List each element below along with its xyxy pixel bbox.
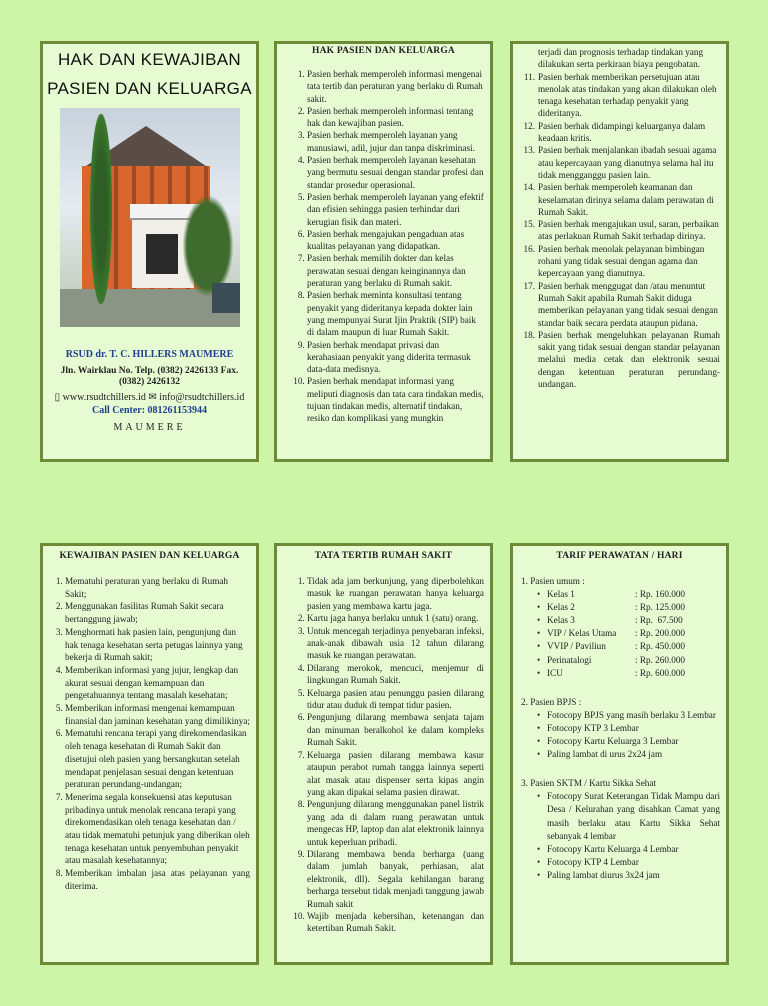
list-item: 11. Pasien berhak memberikan persetujuan atau menolak atas tindakan yang akan dilakukan oleh tenaga kesehatan terhadap penyakit yang dideritanya. bbox=[523, 71, 717, 119]
tarif-row: • Kelas 2 : Rp. 125.000 bbox=[537, 602, 686, 613]
list-item: 13. Pasien berhak menjalankan ibadah sesuai agama atau kepercayaan yang dianutnya selama hal itu tidak mengganggu pasien lain. bbox=[523, 145, 717, 180]
list-item: 16. Pasien berhak menolak pelayanan bimbingan rohani yang tidak sesuai dengan agama dan kepercayaan yang dianutnya. bbox=[523, 243, 705, 279]
list-item: 6. Mematuhi rencana terapi yang direkomendasikan oleh tenaga kesehatan di Rumah Sakit dan disetujui oleh pasien yang bersangkutan setelah mendapat penjelasan sesuai dengan ketentuan peraturan perundang-undangan; bbox=[65, 727, 250, 791]
tarif-row: • ICU : Rp. 600.000 bbox=[537, 667, 686, 678]
list-item: 4. Pasien berhak memperoleh layanan kesehatan yang bermutu sesuai dengan standar profesi dan standar prosedur operasional. bbox=[307, 154, 484, 191]
list-item: • Fotocopy Kartu Keluarga 4 Lembar bbox=[537, 843, 679, 854]
tarif-bpjs-title: 2. Pasien BPJS : bbox=[521, 696, 582, 707]
tarif-umum-section bbox=[521, 575, 720, 680]
list-item: • Paling lambat diurus 3x24 jam bbox=[537, 869, 660, 880]
globe-icon: ▯ bbox=[54, 392, 61, 403]
kewajiban-list bbox=[43, 575, 256, 893]
list-item: 3. Menghormati hak pasien lain, pengunjung dan hak tenaga kesehatan serta petugas lainnya yang bekerja di Rumah sakit; bbox=[65, 626, 250, 664]
list-item: 2. Kartu jaga hanya berlaku untuk 1 (satu) orang. bbox=[307, 612, 484, 624]
website-link[interactable]: www.rsudtchillers.id bbox=[62, 392, 146, 403]
list-item: 12. Pasien berhak didampingi keluarganya dalam keadaan kritis. bbox=[523, 120, 706, 144]
list-item: 9. Dilarang membawa benda berharga (uang dalam jumlah banyak, perhiasan, alat elektronik, dll). Segala kehilangan barang berharga tersebut tidak menjadi tanggung jawab Rumah sakit bbox=[307, 848, 484, 910]
list-item: 1. Pasien berhak memperoleh informasi mengenai tata tertib dan peraturan yang berlaku di Rumah sakit. bbox=[307, 68, 484, 105]
list-item: • Fotocopy BPJS yang masih berlaku 3 Lembar bbox=[537, 709, 716, 720]
list-item: 17. Pasien berhak menggugat dan /atau menuntut Rumah Sakit apabila Rumah Sakit diduga memberikan pelayanan yang tidak sesuai dengan standar baik secara perdata ataupun pidana. bbox=[523, 280, 718, 328]
list-item: 15. Pasien berhak mengajukan usul, saran, perbaikan atas perlakuan Rumah Sakit terhadap dirinya. bbox=[523, 219, 719, 242]
list-item: 9. Pasien berhak mendapat privasi dan kerahasiaan penyakit yang diderita termasuk data-data medisnya. bbox=[307, 339, 484, 376]
list-item: • Fotocopy Surat Keterangan Tidak Mampu dari Desa / Kelurahan yang disahkan Camat yang masih berlaku atau Kartu Sikka Sehat sebanyak 4 lembar bbox=[537, 791, 720, 841]
list-item: 4. Dilarang merokok, mencuci, menjemur di lingkungan Rumah Sakit. bbox=[307, 662, 484, 687]
tarif-row: • Perinatalogi : Rp. 260.000 bbox=[537, 654, 686, 665]
list-item: 2. Menggunakan fasilitas Rumah Sakit secara bertanggung jawab; bbox=[65, 600, 250, 625]
list-item: 5. Pasien berhak memperoleh layanan yang efektif dan efisien sehingga pasien terhindar dari kerugian fisik dan materi. bbox=[307, 191, 484, 228]
hak-title: HAK PASIEN DAN KELUARGA bbox=[312, 46, 455, 56]
email-link[interactable]: info@rsudtchillers.id bbox=[159, 392, 245, 403]
list-item: 3. Untuk mencegah terjadinya penyebaran infeksi, anak-anak dibawah usia 12 tahun dilarang masuk ke ruangan perawatan. bbox=[307, 625, 484, 662]
tarif-row: • Kelas 3 : Rp. 67.500 bbox=[537, 615, 683, 626]
tarif-row: • VIP / Kelas Utama : Rp. 200.000 bbox=[537, 628, 686, 639]
hospital-name: RSUD dr. T. C. HILLERS MAUMERE bbox=[65, 349, 234, 360]
contact-web-email bbox=[43, 392, 256, 403]
list-item: 1. Mematuhi peraturan yang berlaku di Rumah Sakit; bbox=[65, 575, 250, 600]
list-item: • Fotocopy Kartu Keluarga 3 Lembar bbox=[537, 736, 679, 747]
hospital-building-photo bbox=[60, 108, 240, 327]
list-item: • Fotocopy KTP 4 Lembar bbox=[537, 856, 639, 867]
list-item: 18. Pasien berhak mengeluhkan pelayanan Rumah sakit yang tidak sesuai dengan standar pelayanan melalui media cetak dan elektronik sesuai dengan ketentuan peraturan perundang-undangan. bbox=[523, 329, 720, 390]
tarif-sktm-section bbox=[521, 777, 720, 882]
list-item: 4. Memberikan informasi yang jujur, lengkap dan akurat sesuai dengan kemampuan dan pengetahuannya tentang masalah kesehatan; bbox=[65, 664, 250, 702]
list-item: 8. Pasien berhak meminta konsultasi tentang penyakit yang dideritanya kepada dokter lain yang mempunyai Surat Ijin Praktik (SIP) baik di dalam maupun di luar Rumah Sakit. bbox=[307, 289, 484, 338]
hak-list-continued bbox=[513, 46, 726, 390]
kewajiban-title: KEWAJIBAN PASIEN DAN KELUARGA bbox=[59, 551, 240, 561]
list-item: 7. Pasien berhak memilih dokter dan kelas perawatan sesuai dengan keinginannya dan peraturan yang berlaku di Rumah sakit. bbox=[307, 252, 484, 289]
list-item: • Fotocopy KTP 3 Lembar bbox=[537, 722, 639, 733]
list-item: 10. Wajib menjada kebersihan, ketenangan dan ketertiban Rumah Sakit. bbox=[307, 910, 484, 935]
list-item: 8. Pengunjung dilarang menggunakan panel listrik yang ada di dalam ruang perawatan untuk mengecas HP, laptop dan alat elektronik lainnya untuk keperluan pribadi. bbox=[307, 798, 484, 848]
city-name: MAUMERE bbox=[113, 422, 186, 433]
tata-tertib-list bbox=[277, 575, 490, 935]
tarif-sktm-title: 3. Pasien SKTM / Kartu Sikka Sehat bbox=[521, 778, 656, 789]
list-item: 2. Pasien berhak memperoleh informasi tentang hak dan kewajiban pasien. bbox=[307, 105, 484, 130]
list-item-continuation: terjadi dan prognosis terhadap tindakan yang dilakukan serta perkiraan biaya pengobatan. bbox=[538, 47, 704, 70]
list-item: • Paling lambat di urus 2x24 jam bbox=[537, 749, 663, 760]
tarif-panel bbox=[510, 543, 729, 965]
tarif-title: TARIF PERAWATAN / HARI bbox=[556, 551, 683, 561]
tarif-bpjs-section bbox=[521, 696, 720, 761]
tata-tertib-panel bbox=[274, 543, 493, 965]
tarif-umum-title: 1. Pasien umum : bbox=[521, 576, 585, 586]
call-center: Call Center: 081261153944 bbox=[92, 405, 207, 416]
hak-continued-panel bbox=[510, 41, 729, 462]
list-item: 7. Keluarga pasien dilarang membawa kasur ataupun perabot rumah tangga lainnya seperti alat masak atau dispenser serta kipas angin yang akan dipakai selama pasien dirawat. bbox=[307, 749, 484, 799]
list-item: 8. Memberikan imbalan jasa atas pelayanan yang diterima. bbox=[65, 867, 250, 892]
cover-panel bbox=[40, 41, 259, 462]
cover-title-line1: HAK DAN KEWAJIBAN bbox=[57, 50, 241, 69]
mail-icon: ✉ bbox=[148, 392, 157, 403]
list-item: 6. Pasien berhak mengajukan pengaduan atas kualitas pelayanan yang didapatkan. bbox=[307, 228, 484, 253]
tarif-content bbox=[521, 575, 720, 882]
tarif-row: • VVIP / Paviliun : Rp. 450.000 bbox=[537, 641, 686, 652]
list-item: 7. Menerima segala konsekuensi atas keputusan pribadinya untuk menolak rencana terapi yang direkomendasikan oleh tenaga kesehatan dan / atau tidak mematuhi petunjuk yang diberikan oleh tenaga kesehatan untuk penyembuhan penyakit atau masalah kesehatannya; bbox=[65, 791, 250, 867]
hak-panel bbox=[274, 41, 493, 462]
list-item: 14. Pasien berhak memperoleh keamanan dan keselamatan dirinya selama dalam perawatan di Rumah Sakit. bbox=[523, 182, 714, 217]
hak-list bbox=[277, 68, 490, 425]
list-item: 10. Pasien berhak mendapat informasi yang meliputi diagnosis dan tata cara tindakan medis, tujuan tindakan medis, alternatif tindakan, resiko dan komplikasi yang mungkin bbox=[307, 375, 484, 424]
tata-tertib-title: TATA TERTIB RUMAH SAKIT bbox=[314, 551, 453, 561]
list-item: 6. Pengunjung dilarang membawa senjata tajam dan minuman beralkohol ke dalam kompleks Rumah Sakit. bbox=[307, 711, 484, 748]
list-item: 3. Pasien berhak memperoleh layanan yang manusiawi, adil, jujur dan tanpa diskriminasi. bbox=[307, 129, 484, 154]
kewajiban-panel bbox=[40, 543, 259, 965]
tarif-row: • Kelas 1 : Rp. 160.000 bbox=[537, 589, 686, 600]
cover-title-line2: PASIEN DAN KELUARGA bbox=[47, 79, 252, 98]
list-item: 5. Memberikan informasi mengenai kemampuan finansial dan jaminan kesehatan yang dimilikinya; bbox=[65, 702, 250, 727]
list-item: 1. Tidak ada jam berkunjung, yang diperbolehkan masuk ke ruangan perawatan hanya keluarga pasien yang membawa kartu jaga. bbox=[307, 575, 484, 612]
hospital-address: Jln. Wairklau No. Telp. (0382) 2426133 Fax. (0382) 2426132 bbox=[60, 366, 239, 387]
list-item: 5. Keluarga pasien atau penunggu pasien dilarang tidur atau duduk di tempat tidur pasien. bbox=[307, 687, 484, 712]
